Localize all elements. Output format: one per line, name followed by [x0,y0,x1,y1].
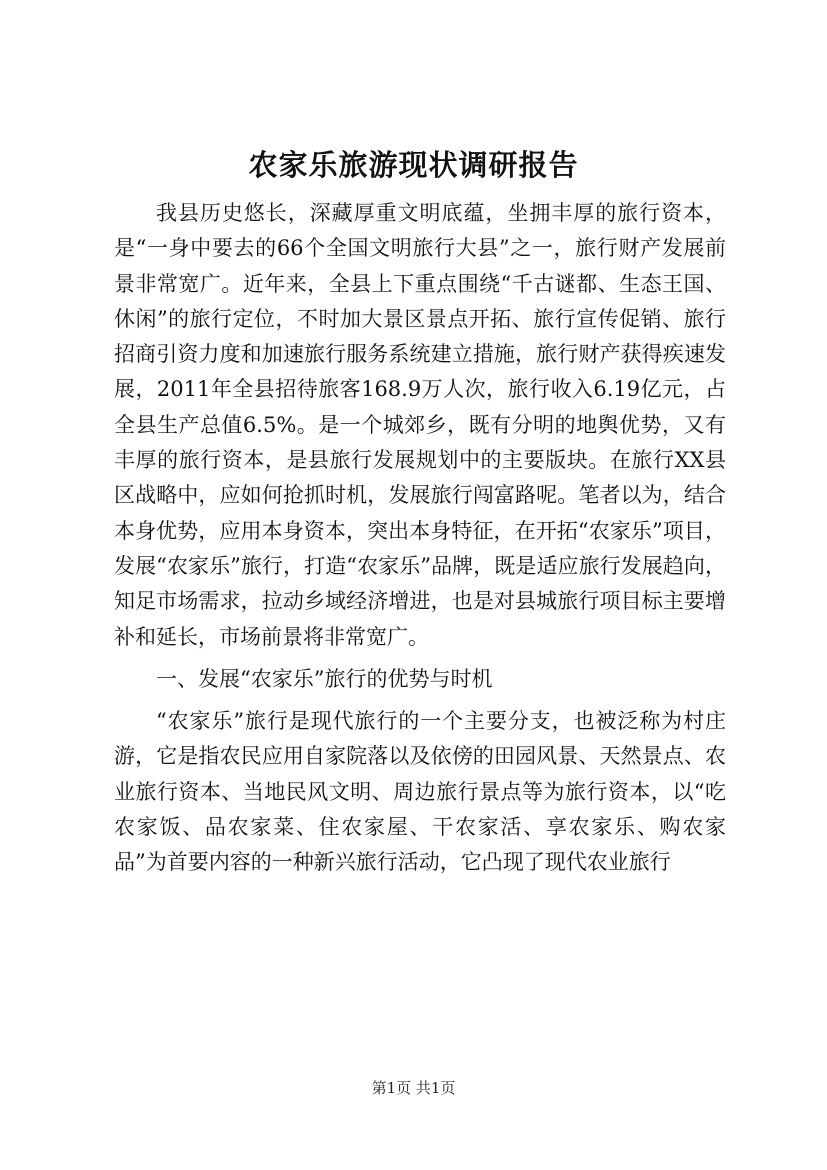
paragraph-section-one: “农家乐”旅行是现代旅行的一个主要分支，也被泛称为村庄游，它是指农民应用自家院落以及依傍的田园风景、天然景点、农业旅行资本、当地民风文明、周边旅行景点等为旅行资本，以“吃农家饭、品农家菜、住农家屋、干农家活、享农家乐、购农家品”为首要内容的一种新兴旅行活动，它凸现了现代农业旅行 [114,709,726,875]
section-heading: 一、发展“农家乐”旅行的优势与时机 [156,666,493,691]
paragraph-intro: 我县历史悠长，深藏厚重文明底蕴，坐拥丰厚的旅行资本，是“一身中要去的66个全国文明旅行大县”之一，旅行财产发展前景非常宽广。近年来，全县上下重点围绕“千古谜都、生态王国、休闲”的旅行定位，不时加大景区景点开拓、旅行宣传促销、旅行招商引资力度和加速旅行服务系统建立措施，旅行财产获得疾速发展，2011年全县招待旅客168.9万人次，旅行收入6.19亿元，占全县生产总值6.5%。是一个城郊乡，既有分明的地舆优势，又有丰厚的旅行资本，是县旅行发展规划中的主要版块。在旅行XX县区战略中，应如何抢抓时机，发展旅行闯富路呢。笔者以为，结合本身优势，应用本身资本，突出本身特征，在开拓“农家乐”项目，发展“农家乐”旅行，打造“农家乐”品牌，既是适应旅行发展趋向，知足市场需求，拉动乡域经济增进，也是对县城旅行项目标主要增补和延长，市场前景将非常宽广。 [114,201,726,649]
document-body [114,196,726,881]
page-footer: 第1页 共1页 [371,1079,456,1097]
document-title: 农家乐旅游现状调研报告 [248,148,579,182]
